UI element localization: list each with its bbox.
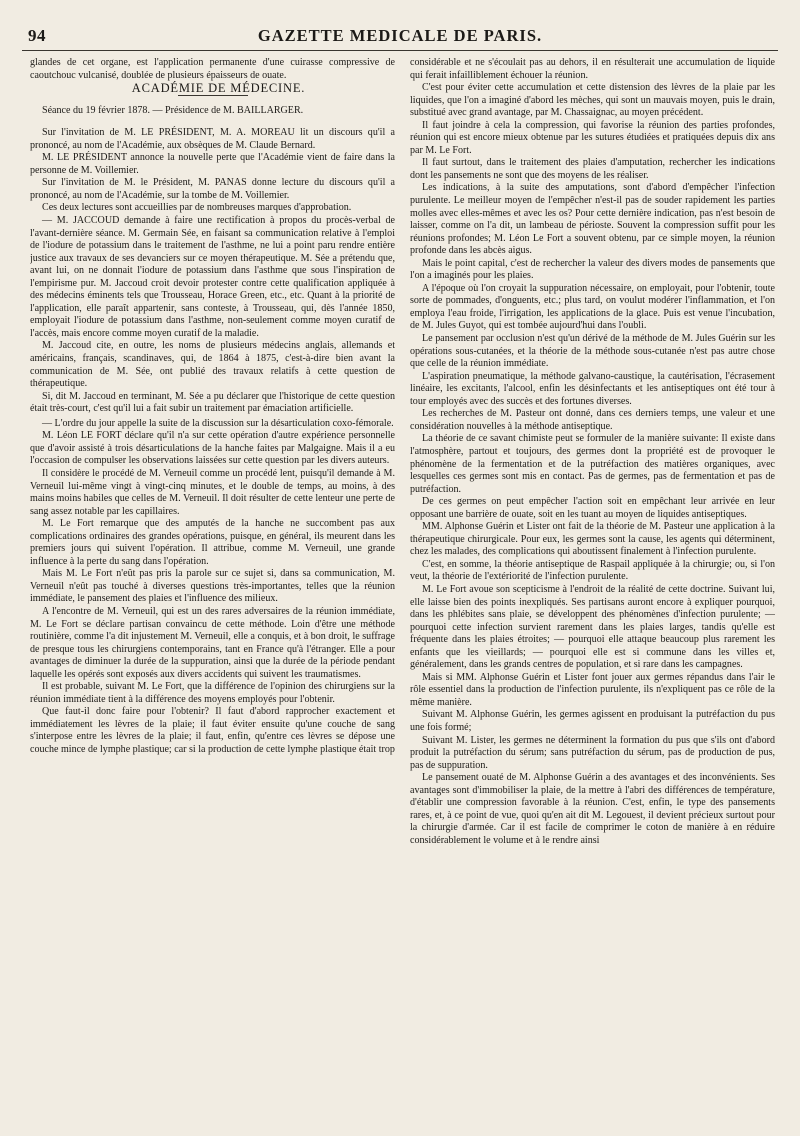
paragraph: Il considère le procédé de M. Verneuil comme un procédé lent, puisqu'il demande à M. Verneuil lui-même vingt à vingt-cinq minutes, et le double de temps, au moins, à des mains moins habiles que celles de M. Verneuil. Il doit résulter de cette lenteur une perte de sang assez notable par les capillaires. <box>30 467 395 517</box>
paragraph: — M. JACCOUD demande à faire une rectification à propos du procès-verbal de l'avant-dernière séance. M. Germain Sée, en faisant sa communication relative à l'emploi de l'iodure de potassium dans le traitement de l'asthme, ne lui a point paru rendre entière justice aux travaux de ses devanciers sur ce moyen thérapeutique. M. Sée a prétendu que, avant lui, on ne donnait l'iodure de potassium dans l'asthme que sous l'inspiration de l'empirisme pur. M. Jaccoud croit devoir protester contre cette qualification appliquée à des médecins éminents tels que Trousseau, Horace Green, etc., etc. Quant à la priorité de l'application, elle paraît appartenir, sans conteste, à Trousseau, qui, dès l'année 1850, employait l'iodure de potassium dans l'asthme, non-seulement comme moyen curatif de l'accès, mais encore comme moyen curatif de la maladie. <box>30 215 395 339</box>
paragraph: Ces deux lectures sont accueillies par de nombreuses marques d'approbation. <box>42 202 352 214</box>
paragraph: A l'encontre de M. Verneuil, qui est un des rares adversaires de la réunion immédiate, M. Le Fort se déclare partisan convaincu de cette méthode. Loin d'être une méthode routinière, comme l'a dit injustement M. Verneuil, elle a conquis, et à bon droit, le suffrage de presque tous les chirurgiens contemporains, tant en France qu'à l'étranger. Elle a pour avantages de diminuer la durée de la suppuration, ainsi que la durée de la période pendant laquelle les opérés sont exposés aux divers accidents qui suivent les traumatismes. <box>30 605 395 680</box>
paragraph: Les indications, à la suite des amputations, sont d'abord d'empêcher l'infection purulente. Le meilleur moyen de l'empêcher n'est-il pas de souder rapidement les parties molles avec elles-mêmes et avec les os? Pour cette dernière indication, pas n'est besoin de laisser, comme on l'a dit, un lambeau de périoste. Souvent la compression suffit pour les réunions profondes; M. Léon Le Fort a souvent obtenu, par ce simple moyen, la réunion profonde dans les abcès aigus. <box>410 182 775 257</box>
page-header <box>22 26 778 51</box>
page-number: 94 <box>28 26 46 45</box>
paragraph: Suivant M. Lister, les germes ne déterminent la formation du pus que s'ils ont d'abord produit la putréfaction du sérum; sans putréfaction du sérum, pas de production de pus, pas de suppuration. <box>410 734 775 771</box>
left-column <box>30 57 395 1129</box>
paragraph: C'est, en somme, la théorie antiseptique de Raspail appliquée à la chirurgie; ou, si l'on veut, la théorie de l'extériorité de l'infection purulente. <box>410 558 775 583</box>
paragraph: Mais si MM. Alphonse Guérin et Lister font jouer aux germes répandus dans l'air le rôle essentiel dans la production de l'infection purulente, ils n'expliquent pas ce rôle de la même manière. <box>410 671 775 708</box>
paragraph: Sur l'invitation de M. le Président, M. PANAS donne lecture du discours qu'il a prononcé, au nom de l'Académie, sur la tombe de M. Voillemier. <box>30 177 395 201</box>
paragraph: — L'ordre du jour appelle la suite de la discussion sur la désarticulation coxo-fémorale. <box>42 417 394 429</box>
paragraph: MM. Alphonse Guérin et Lister ont fait de la théorie de M. Pasteur une application à la thérapeutique chirurgicale. Pour eux, les germes sont la cause, les agents qui déterminent, chez les malades, des complications qui aboutissent finalement à l'infection purulente. <box>410 521 775 558</box>
paragraph: M. Léon LE FORT déclare qu'il n'a sur cette opération d'autre expérience personnelle que d'avoir assisté à trois désarticulations de la hanche faites par Malgaigne. Mais il a eu l'occasion de compulser les observations laissées sur cette question par les divers auteurs. <box>30 430 395 467</box>
paragraph: Mais le point capital, c'est de rechercher la valeur des divers modes de pansements que l'on a imaginés pour les plaies. <box>410 257 775 282</box>
paragraph: Il faut surtout, dans le traitement des plaies d'amputation, rechercher les indications dont les pansements ne sont que des moyens de les réaliser. <box>410 157 775 181</box>
continued-paragraph: considérable et ne s'écoulait pas au dehors, il en résulterait une accumulation de liquide qui ferait infailliblement échouer la réunion. <box>410 57 775 81</box>
paragraph: L'aspiration pneumatique, la méthode galvano-caustique, la cautérisation, l'écrasement linéaire, les excitants, l'alcool, enfin les désinfectants et les antiseptiques ont été tour à tour employés avec des succès et des fortunes diverses. <box>410 370 775 407</box>
paragraph: Les recherches de M. Pasteur ont donné, dans ces derniers temps, une valeur et une considération nouvelles à la méthode antiseptique. <box>410 408 775 432</box>
paragraph: Suivant M. Alphonse Guérin, les germes agissent en produisant la putréfaction du pus une fois formé; <box>410 709 775 733</box>
paragraph: M. Le Fort avoue son scepticisme à l'endroit de la réalité de cette doctrine. Suivant lui, elle laisse bien des points inexpliqués. Ses partisans auront encore à expliquer pourquoi, dans les phlébites sans plaie, se développent des phénomènes d'infection purulente; — pourquoi cette infection survient rarement dans les plaies larges, tandis qu'elle est fréquente dans les plaies étroites; — pourquoi elle attaque beaucoup plus rarement les enfants que les vieillards; — pourquoi elle est si commune dans les villes et, généralement, dans les grands centres de population, et si rare dans les campagnes. <box>410 583 775 671</box>
paragraph: Il faut joindre à cela la compression, qui favorise la réunion des parties profondes, réunion qui est encore mieux obtenue par les sutures étudiées et pratiquées depuis dix ans par M. Le Fort. <box>410 119 775 156</box>
paragraph: La théorie de ce savant chimiste peut se formuler de la manière suivante: Il existe dans l'atmosphère, partout et toujours, des germes dont la propriété est de provoquer le phénomène de la fermentation et de la putréfaction des matières organiques, avec lesquelles ces germes sont mis en contact. Pas de germes, pas de fermentation et pas de putréfaction. <box>410 433 775 495</box>
journal-title: GAZETTE MEDICALE DE PARIS. <box>257 26 543 45</box>
paragraph: M. Le Fort remarque que des amputés de la hanche ne succombent pas aux complications ordinaires des grandes opérations, puisque, en général, ils meurent dans les premiers jours qui suivent l'opération. Il attribue, comme M. Verneuil, une grande influence à la perte du sang dans l'opération. <box>30 518 395 567</box>
paragraph: M. LE PRÉSIDENT annonce la nouvelle perte que l'Académie vient de faire dans la personne de M. Voillemier. <box>30 152 395 176</box>
paragraph: Mais M. Le Fort n'eût pas pris la parole sur ce sujet si, dans sa communication, M. Verneuil n'eût pas touché à diverses questions très-importantes, telles que la réunion immédiate, le pansement des plaies et l'influence des milieux. <box>30 568 395 605</box>
paragraph: M. Jaccoud cite, en outre, les noms de plusieurs médecins anglais, allemands et américains, français, scandinaves, qui, de 1864 à 1875, c'est-à-dire bien avant la communication de M. Sée, ont publié des travaux relatifs à cette question de thérapeutique. <box>30 340 395 390</box>
paragraph: A l'époque où l'on croyait la suppuration nécessaire, on employait, pour l'obtenir, toute sorte de pommades, d'onguents, etc.; plus tard, on voulut modérer l'inflammation, et l'on employa l'eau froide, l'irrigation, les applications de la glace. Puis est venue l'incubation, de M. Jules Guyot, qui est tombée aujourd'hui dans l'oubli. <box>410 282 775 332</box>
section-title: ACADÉMIE DE MÉDECINE. <box>131 81 306 96</box>
paragraph: De ces germes on peut empêcher l'action soit en empêchant leur arrivée en leur opposant une barrière de ouate, soit en les tuant au moyen de liquides antiseptiques. <box>410 496 775 520</box>
paragraph: Si, dit M. Jaccoud en terminant, M. Sée a pu déclarer que l'historique de cette question était très-court, c'est qu'il lui a fait subir un traitement par émaciation artificielle. <box>30 390 395 415</box>
paragraph: Le pansement par occlusion n'est qu'un dérivé de la méthode de M. Jules Guérin sur les opérations sous-cutanées, et la théorie de la méthode sous-cutanée n'est pas autre chose que celle de la réunion immédiate. <box>410 333 775 370</box>
text-columns <box>30 57 775 1129</box>
paragraph: Le pansement ouaté de M. Alphonse Guérin a des avantages et des inconvénients. Ses avantages sont d'immobiliser la plaie, de la mettre à l'abri des différences de température, d'établir une compression favorable à la réunion. C'est, enfin, le type des pansements rares, et, à ce point de vue, quoi qu'en ait dit M. Legouest, il devient précieux surtout pour la chirurgie d'armée. Car il est facile de comprimer le coton de manière à en réduire considérablement le volume et à le rendre ainsi <box>410 772 775 846</box>
continued-paragraph: glandes de cet organe, est l'application permanente d'une cuirasse compressive de caoutchouc vulcanisé, doublée de plusieurs épaisseurs de ouate. <box>30 57 395 81</box>
session-heading: Séance du 19 février 1878. — Présidence de M. BAILLARGER. <box>42 104 304 116</box>
paragraph: Sur l'invitation de M. LE PRÉSIDENT, M. A. MOREAU lit un discours qu'il a prononcé, au nom de l'Académie, aux obsèques de M. Claude Bernard. <box>30 127 395 151</box>
paragraph: Que faut-il donc faire pour l'obtenir? Il faut d'abord rapprocher exactement et immédiatement les lèvres de la plaie; il faut éviter ensuite qu'une couche de sang s'interpose entre les lèvres de la plaie; il faut, enfin, qu'entre ces lèvres se dépose une couche mince de lymphe plastique; car si la production de cette lymphe plastique était trop <box>30 706 395 755</box>
paragraph: Il est probable, suivant M. Le Fort, que la différence de l'opinion des chirurgiens sur la réunion immédiate tient à la différence des moyens employés pour l'obtenir. <box>30 681 395 705</box>
paragraph: C'est pour éviter cette accumulation et cette distension des lèvres de la plaie par les liquides, que l'on a imaginé d'abord les mèches, qui sont un mauvais moyen, puis le drain, substitué avec grand avantage, par M. Chassaignac, au moyen précédent. <box>410 82 775 119</box>
right-column <box>410 57 775 1129</box>
